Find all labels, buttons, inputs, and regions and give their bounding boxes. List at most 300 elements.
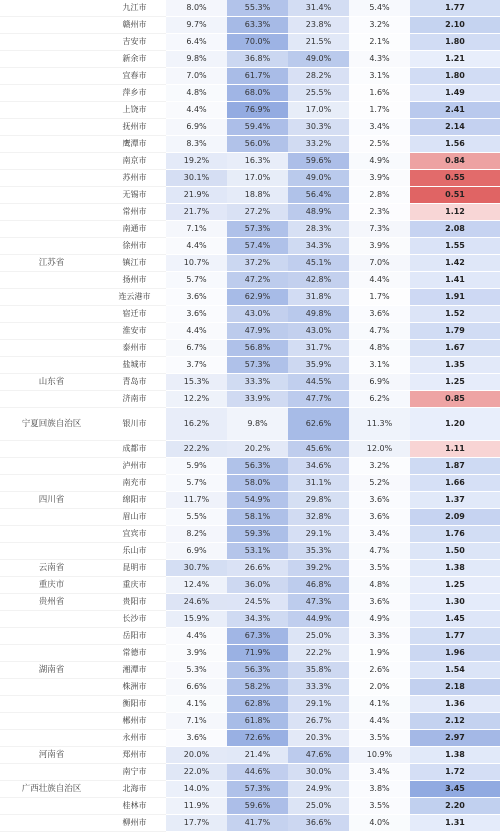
table-row [0, 374, 500, 391]
share-d-cell: 3.1% [349, 68, 410, 85]
share-b-cell: 58.0% [227, 475, 288, 492]
province-cell [0, 272, 103, 289]
share-d-cell: 4.4% [349, 713, 410, 730]
share-d-cell: 3.6% [349, 509, 410, 526]
ratio-cell: 0.55 [410, 170, 500, 187]
ratio-cell: 1.31 [410, 815, 500, 832]
share-c-cell: 31.7% [288, 340, 349, 357]
province-cell: 湖南省 [0, 662, 103, 679]
share-a-cell: 6.9% [166, 543, 227, 560]
city-cell: 湘潭市 [103, 662, 166, 679]
table-row [0, 611, 500, 628]
table-row [0, 187, 500, 204]
province-cell [0, 815, 103, 832]
share-c-cell: 48.9% [288, 204, 349, 221]
share-d-cell: 1.6% [349, 85, 410, 102]
city-cell: 泸州市 [103, 458, 166, 475]
ratio-cell: 1.36 [410, 696, 500, 713]
share-a-cell: 3.6% [166, 289, 227, 306]
share-a-cell: 7.0% [166, 68, 227, 85]
share-b-cell: 33.9% [227, 391, 288, 408]
city-cell: 贵阳市 [103, 594, 166, 611]
table-row [0, 289, 500, 306]
share-d-cell: 6.2% [349, 391, 410, 408]
share-c-cell: 32.8% [288, 509, 349, 526]
province-cell [0, 357, 103, 374]
share-a-cell: 9.7% [166, 17, 227, 34]
province-cell [0, 68, 103, 85]
share-d-cell: 4.9% [349, 153, 410, 170]
share-a-cell: 5.7% [166, 272, 227, 289]
share-c-cell: 22.2% [288, 645, 349, 662]
province-cell: 河南省 [0, 747, 103, 764]
ratio-cell: 1.21 [410, 51, 500, 68]
share-a-cell: 3.6% [166, 730, 227, 747]
share-d-cell: 3.9% [349, 170, 410, 187]
province-cell [0, 187, 103, 204]
city-cell: 青岛市 [103, 374, 166, 391]
city-cell: 赣州市 [103, 17, 166, 34]
table-row [0, 306, 500, 323]
province-cell [0, 798, 103, 815]
share-a-cell: 22.0% [166, 764, 227, 781]
share-a-cell: 21.7% [166, 204, 227, 221]
share-b-cell: 76.9% [227, 102, 288, 119]
share-b-cell: 9.8% [227, 408, 288, 441]
table-row [0, 0, 500, 17]
city-cell: 扬州市 [103, 272, 166, 289]
share-b-cell: 59.3% [227, 526, 288, 543]
share-b-cell: 36.8% [227, 51, 288, 68]
share-c-cell: 29.1% [288, 526, 349, 543]
province-cell [0, 645, 103, 662]
city-cell: 北海市 [103, 781, 166, 798]
share-c-cell: 62.6% [288, 408, 349, 441]
ratio-cell: 1.50 [410, 543, 500, 560]
share-a-cell: 17.7% [166, 815, 227, 832]
share-a-cell: 4.8% [166, 85, 227, 102]
share-d-cell: 3.9% [349, 238, 410, 255]
ratio-cell: 1.56 [410, 136, 500, 153]
share-d-cell: 11.3% [349, 408, 410, 441]
share-b-cell: 62.8% [227, 696, 288, 713]
ratio-cell: 1.52 [410, 306, 500, 323]
ratio-cell: 2.14 [410, 119, 500, 136]
ratio-cell: 1.38 [410, 560, 500, 577]
share-d-cell: 3.6% [349, 492, 410, 509]
share-b-cell: 41.7% [227, 815, 288, 832]
share-c-cell: 35.3% [288, 543, 349, 560]
city-cell: 九江市 [103, 0, 166, 17]
ratio-cell: 1.67 [410, 340, 500, 357]
share-d-cell: 3.6% [349, 306, 410, 323]
province-cell [0, 238, 103, 255]
share-c-cell: 31.8% [288, 289, 349, 306]
table-row [0, 645, 500, 662]
share-d-cell: 2.3% [349, 204, 410, 221]
share-b-cell: 71.9% [227, 645, 288, 662]
share-d-cell: 12.0% [349, 441, 410, 458]
share-a-cell: 24.6% [166, 594, 227, 611]
ratio-cell: 1.37 [410, 492, 500, 509]
city-cell: 无锡市 [103, 187, 166, 204]
share-a-cell: 3.6% [166, 306, 227, 323]
table-row [0, 255, 500, 272]
share-a-cell: 30.7% [166, 560, 227, 577]
ratio-cell: 1.77 [410, 0, 500, 17]
table-row [0, 340, 500, 357]
share-d-cell: 1.7% [349, 102, 410, 119]
share-a-cell: 8.3% [166, 136, 227, 153]
province-cell: 广西壮族自治区 [0, 781, 103, 798]
share-d-cell: 1.7% [349, 289, 410, 306]
ratio-cell: 1.30 [410, 594, 500, 611]
share-c-cell: 28.2% [288, 68, 349, 85]
share-a-cell: 11.9% [166, 798, 227, 815]
share-a-cell: 5.3% [166, 662, 227, 679]
table-row [0, 441, 500, 458]
share-b-cell: 63.3% [227, 17, 288, 34]
share-b-cell: 58.1% [227, 509, 288, 526]
share-d-cell: 2.1% [349, 34, 410, 51]
share-b-cell: 26.6% [227, 560, 288, 577]
city-cell: 鹰潭市 [103, 136, 166, 153]
table-row [0, 781, 500, 798]
share-d-cell: 3.2% [349, 458, 410, 475]
province-cell [0, 153, 103, 170]
table-row [0, 238, 500, 255]
table-row [0, 458, 500, 475]
share-d-cell: 4.8% [349, 340, 410, 357]
ratio-cell: 1.42 [410, 255, 500, 272]
ratio-cell: 1.76 [410, 526, 500, 543]
share-b-cell: 21.4% [227, 747, 288, 764]
province-cell [0, 170, 103, 187]
table-row [0, 170, 500, 187]
share-a-cell: 4.4% [166, 323, 227, 340]
ratio-cell: 1.54 [410, 662, 500, 679]
city-cell: 济南市 [103, 391, 166, 408]
share-d-cell: 2.5% [349, 136, 410, 153]
share-a-cell: 4.4% [166, 628, 227, 645]
city-cell: 镇江市 [103, 255, 166, 272]
share-c-cell: 31.4% [288, 0, 349, 17]
share-b-cell: 16.3% [227, 153, 288, 170]
city-cell: 连云港市 [103, 289, 166, 306]
table-row [0, 696, 500, 713]
city-cell: 盐城市 [103, 357, 166, 374]
share-d-cell: 7.3% [349, 221, 410, 238]
province-cell [0, 475, 103, 492]
share-c-cell: 21.5% [288, 34, 349, 51]
ratio-cell: 2.10 [410, 17, 500, 34]
city-cell: 淮安市 [103, 323, 166, 340]
province-cell [0, 0, 103, 17]
province-cell [0, 458, 103, 475]
table-row [0, 85, 500, 102]
share-d-cell: 3.6% [349, 594, 410, 611]
share-b-cell: 56.3% [227, 458, 288, 475]
ratio-cell: 1.72 [410, 764, 500, 781]
share-d-cell: 3.8% [349, 781, 410, 798]
table-row [0, 391, 500, 408]
table-row [0, 153, 500, 170]
ratio-cell: 1.55 [410, 238, 500, 255]
city-cell: 眉山市 [103, 509, 166, 526]
share-b-cell: 24.5% [227, 594, 288, 611]
share-d-cell: 2.0% [349, 679, 410, 696]
share-b-cell: 17.0% [227, 170, 288, 187]
table-row [0, 272, 500, 289]
share-c-cell: 31.1% [288, 475, 349, 492]
ratio-cell: 1.80 [410, 68, 500, 85]
share-b-cell: 57.4% [227, 238, 288, 255]
table-row [0, 357, 500, 374]
province-cell [0, 204, 103, 221]
share-d-cell: 3.4% [349, 119, 410, 136]
share-a-cell: 8.2% [166, 526, 227, 543]
share-c-cell: 46.8% [288, 577, 349, 594]
ratio-cell: 1.11 [410, 441, 500, 458]
share-b-cell: 27.2% [227, 204, 288, 221]
table-row [0, 17, 500, 34]
table-row [0, 408, 500, 441]
ratio-cell: 1.77 [410, 628, 500, 645]
table-row [0, 136, 500, 153]
share-d-cell: 3.3% [349, 628, 410, 645]
share-b-cell: 67.3% [227, 628, 288, 645]
share-a-cell: 5.7% [166, 475, 227, 492]
province-cell: 江苏省 [0, 255, 103, 272]
city-cell: 常德市 [103, 645, 166, 662]
province-cell: 重庆市 [0, 577, 103, 594]
city-cell: 株洲市 [103, 679, 166, 696]
share-c-cell: 44.9% [288, 611, 349, 628]
province-cell [0, 696, 103, 713]
share-c-cell: 35.9% [288, 357, 349, 374]
share-d-cell: 4.9% [349, 611, 410, 628]
share-c-cell: 56.4% [288, 187, 349, 204]
province-cell [0, 713, 103, 730]
share-b-cell: 57.3% [227, 781, 288, 798]
city-cell: 重庆市 [103, 577, 166, 594]
ratio-cell: 2.41 [410, 102, 500, 119]
table-row [0, 662, 500, 679]
ratio-cell: 1.38 [410, 747, 500, 764]
share-c-cell: 42.8% [288, 272, 349, 289]
table-row [0, 628, 500, 645]
share-b-cell: 59.4% [227, 119, 288, 136]
ratio-cell: 0.51 [410, 187, 500, 204]
share-b-cell: 70.0% [227, 34, 288, 51]
share-c-cell: 24.9% [288, 781, 349, 798]
ratio-cell: 2.08 [410, 221, 500, 238]
table-row [0, 713, 500, 730]
share-b-cell: 57.3% [227, 357, 288, 374]
province-cell [0, 611, 103, 628]
table-row [0, 475, 500, 492]
city-cell: 新余市 [103, 51, 166, 68]
share-c-cell: 34.6% [288, 458, 349, 475]
share-c-cell: 45.6% [288, 441, 349, 458]
share-a-cell: 12.2% [166, 391, 227, 408]
province-cell [0, 509, 103, 526]
city-cell: 永州市 [103, 730, 166, 747]
share-c-cell: 49.0% [288, 170, 349, 187]
table-row [0, 747, 500, 764]
share-c-cell: 33.3% [288, 679, 349, 696]
province-cell [0, 526, 103, 543]
share-d-cell: 4.4% [349, 272, 410, 289]
city-cell: 上饶市 [103, 102, 166, 119]
table-row [0, 492, 500, 509]
share-b-cell: 58.2% [227, 679, 288, 696]
share-a-cell: 11.7% [166, 492, 227, 509]
province-cell [0, 34, 103, 51]
table-row [0, 68, 500, 85]
ratio-cell: 3.45 [410, 781, 500, 798]
share-d-cell: 4.8% [349, 577, 410, 594]
share-d-cell: 3.1% [349, 357, 410, 374]
share-b-cell: 47.9% [227, 323, 288, 340]
ratio-cell: 1.96 [410, 645, 500, 662]
share-d-cell: 2.8% [349, 187, 410, 204]
share-d-cell: 10.9% [349, 747, 410, 764]
table-row [0, 679, 500, 696]
province-cell [0, 289, 103, 306]
share-a-cell: 19.2% [166, 153, 227, 170]
share-c-cell: 25.0% [288, 628, 349, 645]
share-c-cell: 30.3% [288, 119, 349, 136]
share-a-cell: 4.4% [166, 238, 227, 255]
city-cell: 南充市 [103, 475, 166, 492]
share-b-cell: 34.3% [227, 611, 288, 628]
share-d-cell: 3.5% [349, 798, 410, 815]
share-d-cell: 6.9% [349, 374, 410, 391]
share-a-cell: 8.0% [166, 0, 227, 17]
share-a-cell: 20.0% [166, 747, 227, 764]
ratio-cell: 2.12 [410, 713, 500, 730]
ratio-cell: 1.12 [410, 204, 500, 221]
share-a-cell: 5.5% [166, 509, 227, 526]
share-b-cell: 18.8% [227, 187, 288, 204]
ratio-cell: 2.97 [410, 730, 500, 747]
city-cell: 郴州市 [103, 713, 166, 730]
share-d-cell: 3.4% [349, 764, 410, 781]
ratio-cell: 1.79 [410, 323, 500, 340]
share-c-cell: 33.2% [288, 136, 349, 153]
city-cell: 苏州市 [103, 170, 166, 187]
share-d-cell: 4.3% [349, 51, 410, 68]
ratio-cell: 2.20 [410, 798, 500, 815]
share-d-cell: 4.7% [349, 323, 410, 340]
ratio-cell: 1.91 [410, 289, 500, 306]
share-b-cell: 56.8% [227, 340, 288, 357]
city-cell: 南通市 [103, 221, 166, 238]
share-a-cell: 21.9% [166, 187, 227, 204]
share-a-cell: 6.6% [166, 679, 227, 696]
table-row [0, 509, 500, 526]
city-cell: 泰州市 [103, 340, 166, 357]
table-row [0, 560, 500, 577]
city-cell: 柳州市 [103, 815, 166, 832]
share-a-cell: 15.3% [166, 374, 227, 391]
table-row [0, 815, 500, 832]
city-cell: 郑州市 [103, 747, 166, 764]
table-row [0, 764, 500, 781]
city-cell: 宿迁市 [103, 306, 166, 323]
province-cell [0, 340, 103, 357]
share-c-cell: 49.0% [288, 51, 349, 68]
share-b-cell: 56.3% [227, 662, 288, 679]
ratio-cell: 1.87 [410, 458, 500, 475]
share-d-cell: 4.1% [349, 696, 410, 713]
table-row [0, 323, 500, 340]
table-row [0, 594, 500, 611]
province-cell [0, 391, 103, 408]
share-c-cell: 59.6% [288, 153, 349, 170]
share-b-cell: 47.2% [227, 272, 288, 289]
table-row [0, 119, 500, 136]
city-cell: 南宁市 [103, 764, 166, 781]
city-cell: 绵阳市 [103, 492, 166, 509]
share-c-cell: 20.3% [288, 730, 349, 747]
province-cell [0, 441, 103, 458]
share-d-cell: 2.6% [349, 662, 410, 679]
province-cell [0, 323, 103, 340]
share-a-cell: 16.2% [166, 408, 227, 441]
share-c-cell: 30.0% [288, 764, 349, 781]
share-d-cell: 3.2% [349, 17, 410, 34]
ratio-cell: 2.18 [410, 679, 500, 696]
city-cell: 宜宾市 [103, 526, 166, 543]
table-row [0, 577, 500, 594]
share-d-cell: 5.2% [349, 475, 410, 492]
city-cell: 昆明市 [103, 560, 166, 577]
share-d-cell: 4.7% [349, 543, 410, 560]
share-c-cell: 43.0% [288, 323, 349, 340]
table-row [0, 730, 500, 747]
share-c-cell: 25.0% [288, 798, 349, 815]
ratio-cell: 1.80 [410, 34, 500, 51]
province-cell [0, 51, 103, 68]
share-d-cell: 4.0% [349, 815, 410, 832]
share-a-cell: 6.9% [166, 119, 227, 136]
ratio-cell: 2.09 [410, 509, 500, 526]
share-a-cell: 7.1% [166, 221, 227, 238]
province-cell [0, 306, 103, 323]
share-d-cell: 1.9% [349, 645, 410, 662]
table-row [0, 798, 500, 815]
province-cell: 云南省 [0, 560, 103, 577]
table-row [0, 51, 500, 68]
province-cell [0, 102, 103, 119]
share-a-cell: 6.7% [166, 340, 227, 357]
share-c-cell: 29.8% [288, 492, 349, 509]
share-c-cell: 47.7% [288, 391, 349, 408]
share-c-cell: 39.2% [288, 560, 349, 577]
share-d-cell: 7.0% [349, 255, 410, 272]
share-c-cell: 47.3% [288, 594, 349, 611]
share-a-cell: 15.9% [166, 611, 227, 628]
share-b-cell: 54.9% [227, 492, 288, 509]
share-d-cell: 3.5% [349, 730, 410, 747]
province-cell [0, 136, 103, 153]
table-row [0, 526, 500, 543]
ratio-cell: 0.85 [410, 391, 500, 408]
share-a-cell: 9.8% [166, 51, 227, 68]
province-cell: 宁夏回族自治区 [0, 408, 103, 441]
